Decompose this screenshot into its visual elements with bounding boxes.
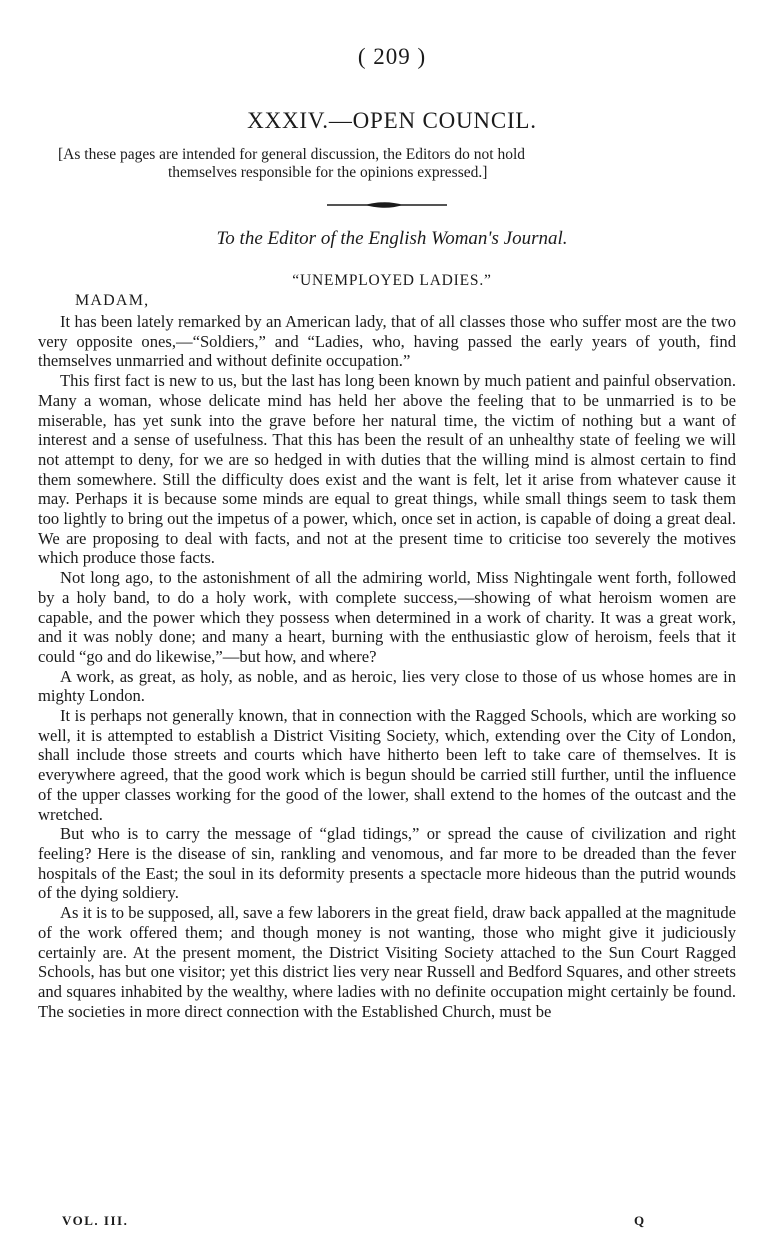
ornamental-rule: [327, 198, 447, 212]
paragraph-5: It is perhaps not generally known, that in connection with the Ragged Schools, which are working so well, it is attempted to establish a District Visiting Society, which, extending over the City of London, shall include those streets and courts which have hitherto been left to take care of themselves. It is everywhere agreed, that the good work which is begun should be carried still further, until the influence of the upper classes working for the good of the lower, shall extend to the homes of the outcast and the wretched.: [38, 706, 736, 824]
signature-mark: Q: [634, 1213, 645, 1228]
paragraph-7: As it is to be supposed, all, save a few laborers in the great field, draw back appalled at the magnitude of the work offered them; and though money is not wanting, those who might give it judiciously certainly are. At the present moment, the District Visiting Society attached to the Sun Court Ragged Schools, has but one visitor; yet this district lies very near Russell and Bedford Squares, and other streets and squares inhabited by the wealthy, where ladies with no definite occupation might certainly be found. The societies in more direct connection with the Established Church, must be: [38, 903, 736, 1021]
paragraph-3: Not long ago, to the astonishment of all the admiring world, Miss Nightingale went forth, followed by a holy band, to do a holy work, with complete success,—showing of what heroism women are capable, and the power which they possess when determined in a work of charity. It was a great work, and it was nobly done; and many a heart, burning with the enthusiastic glow of heroism, feels that it could “go and do likewise,”—but how, and where?: [38, 568, 736, 666]
salutation: MADAM,: [75, 292, 150, 309]
paragraph-1: It has been lately remarked by an American lady, that of all classes those who suffer most are the two very opposite ones,—“Soldiers,” and “Ladies, who, having passed the early years of youth, find themselves unmarried and without definite occupation.”: [38, 312, 736, 371]
disclaimer-line-2: themselves responsible for the opinions expressed.]: [168, 164, 488, 181]
article-title: “UNEMPLOYED LADIES.”: [292, 272, 492, 289]
editorial-disclaimer: [58, 146, 748, 182]
disclaimer-line-1: [As these pages are intended for general discussion, the Editors do not hold: [58, 146, 526, 163]
page-number: ( 209 ): [357, 44, 427, 69]
paragraph-2: This first fact is new to us, but the last has long been known by much patient and painful observation. Many a woman, whose delicate mind has held her above the feeling that to be unmarried is to be miserable, has yet sunk into the grave before her natural time, the victim of nothing but a want of interest and a sense of usefulness. That this has been the result of an unhealthy state of feeling we will not attempt to deny, for we are so hedged in with duties that the willing mind is almost certain to find them somewhere. Still the difficulty does exist and the want is felt, let it arise from whatever cause it may. Perhaps it is because some minds are equal to great things, while small things seem to task them too lightly to bring out the impetus of a power, which, once set in action, is capable of doing a great deal. We are proposing to deal with facts, and not at the present time to criticise too severely the motives which produce those facts.: [38, 371, 736, 568]
letter-addressee: To the Editor of the English Woman's Journal.: [216, 228, 568, 249]
chapter-title: XXXIV.—OPEN COUNCIL.: [247, 108, 537, 133]
volume-label: VOL. III.: [62, 1213, 129, 1228]
paragraph-6: But who is to carry the message of “glad tidings,” or spread the cause of civilization and right feeling? Here is the disease of sin, rankling and venomous, and far more to be dreaded than the fever hospitals of the East; the soul in its deformity presents a spectacle more hideous than the putrid wounds of the dying soldiery.: [38, 824, 736, 903]
letter-body: [38, 312, 736, 1021]
paragraph-4: A work, as great, as holy, as noble, and as heroic, lies very close to those of us whose homes are in mighty London.: [38, 666, 736, 706]
